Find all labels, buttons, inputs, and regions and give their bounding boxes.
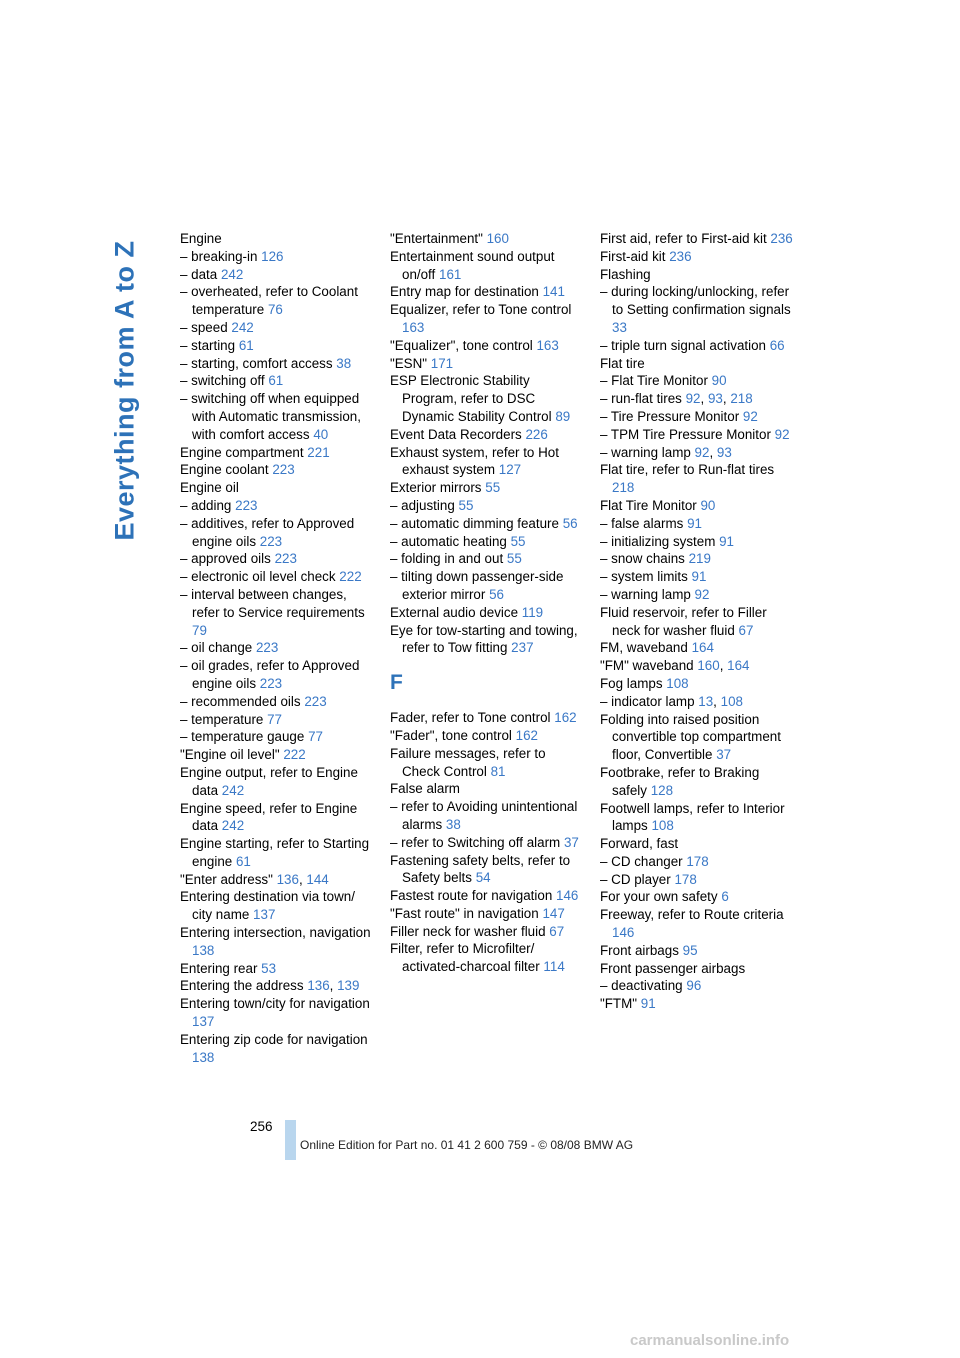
- index-entry: [180, 497, 375, 515]
- index-entry-text: – data: [180, 266, 218, 282]
- page-number: 256: [250, 1119, 273, 1134]
- index-column-1: [180, 230, 375, 1066]
- index-entry: [600, 888, 795, 906]
- index-entry-text: – switching off: [180, 373, 265, 389]
- index-entry: [390, 230, 585, 248]
- index-entry-text: – TPM Tire Pressure Monitor: [600, 426, 771, 442]
- index-entry: [180, 390, 375, 443]
- index-entry-text: Engine output, refer to Engine data: [180, 764, 358, 798]
- page-reference-link[interactable]: 89: [555, 408, 571, 424]
- index-entry-text: Equalizer, refer to Tone control: [390, 302, 572, 318]
- page-reference-link[interactable]: 56: [489, 586, 504, 602]
- page-reference-link[interactable]: 61: [235, 853, 251, 869]
- page-reference-link[interactable]: 164: [691, 640, 714, 656]
- index-entry: [390, 568, 585, 604]
- index-entry: – warning lamp 92, 93: [600, 444, 732, 460]
- page-reference-link[interactable]: 37: [716, 747, 732, 763]
- index-entry-text: – snow chains: [600, 551, 685, 567]
- index-entry: [390, 444, 585, 480]
- page-reference-link[interactable]: 77: [308, 729, 323, 745]
- index-entry: [180, 924, 375, 960]
- index-entry: [180, 568, 375, 586]
- index-entry: [390, 780, 585, 798]
- index-entry-text: Flat tire: [600, 355, 645, 371]
- page-reference-link[interactable]: 146: [612, 925, 635, 941]
- index-entry: [180, 230, 375, 248]
- page-reference-link[interactable]: 242: [231, 319, 254, 335]
- index-entry-text: Engine speed, refer to Engine data: [180, 800, 358, 834]
- index-entry-text: Footbrake, refer to Braking safely: [600, 764, 760, 798]
- index-entry-text: – refer to Switching off alarm: [390, 834, 561, 850]
- page-reference-link[interactable]: 162: [515, 727, 538, 743]
- page-reference-link[interactable]: 221: [307, 444, 330, 460]
- index-entry: [390, 709, 585, 727]
- index-entry: [390, 550, 585, 568]
- index-entry-text: – folding in and out: [390, 551, 504, 567]
- index-entry: [390, 283, 585, 301]
- page-reference-link[interactable]: 163: [536, 337, 559, 353]
- index-entry-text: Freeway, refer to Route criteria: [600, 907, 784, 923]
- index-entry: [390, 533, 585, 551]
- index-entry-text: Filter, refer to Microfilter/ activated-charcoal filter: [390, 941, 540, 975]
- index-entry: [180, 444, 375, 462]
- page-reference-link[interactable]: 79: [192, 622, 207, 638]
- index-entry-text: – warning lamp: [600, 444, 691, 460]
- page-reference-link[interactable]: 114: [543, 959, 565, 975]
- index-entry-text: Exhaust system, refer to Hot exhaust system: [390, 444, 559, 478]
- index-entry-text: Entering the address: [180, 978, 304, 994]
- page-reference-link[interactable]: 93: [707, 391, 723, 407]
- index-entry-text: – tilting down passenger-side exterior mirror: [390, 569, 564, 602]
- index-entry-text: Entertainment sound output on/off: [390, 248, 555, 282]
- index-entry-text: – Flat Tire Monitor: [600, 373, 708, 389]
- page-reference-link[interactable]: 13: [698, 693, 714, 709]
- page-reference-link[interactable]: 236: [770, 231, 793, 246]
- page-reference-link[interactable]: 223: [304, 693, 327, 709]
- index-entry-text: Flat tire, refer to Run-flat tires: [600, 462, 775, 478]
- page-reference-link[interactable]: 61: [238, 337, 254, 353]
- index-entry-text: First aid, refer to First-aid kit: [600, 231, 767, 246]
- page-reference-link[interactable]: 119: [521, 604, 544, 620]
- index-entry-text: – interval between changes, refer to Service requirements: [180, 586, 365, 620]
- index-entry: [180, 746, 375, 764]
- index-entry: [390, 622, 585, 658]
- page-reference-link[interactable]: 38: [336, 355, 352, 371]
- page-reference-link[interactable]: 218: [730, 391, 753, 407]
- page-reference-link[interactable]: 55: [510, 533, 526, 549]
- index-entry-text: – breaking-in: [180, 248, 258, 264]
- page-reference-link[interactable]: 219: [688, 551, 711, 567]
- page-reference-link[interactable]: 163: [402, 319, 425, 335]
- page-reference-link[interactable]: 171: [430, 355, 454, 371]
- page-reference-link[interactable]: 92: [694, 444, 710, 460]
- index-entry: [600, 337, 795, 355]
- index-entry-text: – CD changer: [600, 853, 683, 869]
- index-entry: [600, 568, 795, 586]
- index-entry-text: Entering intersection, navigation: [180, 925, 371, 941]
- index-entry-text: – adding: [180, 497, 232, 513]
- index-entry-text: Engine starting, refer to Starting engine: [180, 836, 370, 869]
- index-entry: [600, 853, 795, 871]
- index-entry-text: Fastening safety belts, refer to Safety belts: [390, 852, 571, 886]
- index-entry: [600, 372, 795, 390]
- index-entry: [180, 764, 375, 800]
- page-reference-link[interactable]: 90: [711, 373, 727, 389]
- index-entry-text: – automatic heating: [390, 533, 507, 549]
- page-reference-link[interactable]: 236: [669, 248, 692, 264]
- index-entry: – indicator lamp 13, 108: [600, 693, 743, 709]
- index-entry-text: – switching off when equipped with Automatic transmission, with comfort access: [180, 391, 361, 442]
- index-entry-text: Front passenger airbags: [600, 960, 746, 976]
- index-entry: [600, 550, 795, 568]
- index-entry: [180, 479, 375, 497]
- index-entry: [390, 887, 585, 905]
- index-entry-text: Flat Tire Monitor: [600, 497, 697, 513]
- page-reference-link[interactable]: 242: [220, 266, 244, 282]
- index-entry-text: "Equalizer", tone control: [390, 337, 533, 353]
- index-entry-text: Engine: [180, 231, 222, 246]
- index-entry-text: – deactivating: [600, 978, 683, 994]
- index-entry-text: – recommended oils: [180, 693, 301, 709]
- index-entry: [180, 800, 375, 836]
- index-entry-text: Event Data Recorders: [390, 426, 522, 442]
- index-entry-text: – triple turn signal activation: [600, 337, 766, 353]
- index-entry-text: – run-flat tires: [600, 391, 682, 407]
- index-entry: [180, 657, 375, 693]
- page-reference-link[interactable]: 137: [253, 907, 276, 923]
- footer-edition-note: Online Edition for Part no. 01 41 2 600 759 - © 08/08 BMW AG: [300, 1138, 634, 1152]
- page-reference-link[interactable]: 137: [192, 1014, 215, 1030]
- index-entry: [180, 248, 375, 266]
- page-reference-link[interactable]: 147: [542, 905, 565, 921]
- index-entry-text: Filler neck for washer fluid: [390, 923, 546, 939]
- page-reference-link[interactable]: 67: [738, 622, 754, 638]
- index-entry-text: – refer to Avoiding unintentional alarms: [390, 799, 578, 832]
- index-entry-text: Flashing: [600, 266, 651, 282]
- index-entry-text: External audio device: [390, 604, 519, 620]
- index-entry: – run-flat tires 92, 93, 218: [600, 391, 753, 407]
- index-entry-text: Entering destination via town/ city name: [180, 889, 355, 923]
- index-entry-text: – starting: [180, 337, 236, 353]
- index-entry: [600, 426, 795, 444]
- index-entry-text: False alarm: [390, 781, 460, 797]
- index-entry: [600, 604, 795, 640]
- index-entry: [600, 461, 795, 497]
- page-reference-link[interactable]: 92: [685, 391, 701, 407]
- page-reference-link[interactable]: 81: [490, 763, 506, 779]
- page-reference-link[interactable]: 223: [272, 462, 295, 478]
- index-entry-text: Folding into raised position convertible top compartment floor, Convertible: [600, 711, 781, 763]
- index-entry-text: – oil change: [180, 640, 253, 656]
- index-entry: Entering the address 136, 139: [180, 978, 360, 994]
- page-reference-link[interactable]: 126: [261, 248, 284, 264]
- index-entry-text: – approved oils: [180, 551, 271, 567]
- page-reference-link[interactable]: 222: [339, 569, 362, 585]
- page-reference-link[interactable]: 160: [697, 658, 720, 674]
- index-entry: [390, 497, 585, 515]
- index-entry-text: – electronic oil level check: [180, 569, 336, 585]
- page-reference-link[interactable]: 138: [192, 942, 215, 958]
- footer-accent-bar: [285, 1120, 296, 1160]
- index-entry-text: "Engine oil level": [180, 747, 280, 763]
- index-entry: [390, 727, 585, 745]
- index-entry: [180, 266, 375, 284]
- page-reference-link[interactable]: 38: [445, 816, 461, 832]
- page-reference-link[interactable]: 66: [769, 337, 785, 353]
- page-reference-link[interactable]: 55: [485, 480, 501, 496]
- page-reference-link[interactable]: 56: [562, 515, 578, 531]
- page-reference-link[interactable]: 178: [674, 871, 697, 887]
- page-reference-link[interactable]: 139: [337, 978, 360, 994]
- index-entry-text: Exterior mirrors: [390, 480, 482, 496]
- index-entry: [600, 283, 795, 336]
- index-entry: [390, 923, 585, 941]
- index-entry: [600, 408, 795, 426]
- index-entry: [600, 355, 795, 373]
- index-entry: [390, 905, 585, 923]
- index-column-2: [390, 230, 585, 976]
- page-reference-link[interactable]: 53: [261, 960, 277, 976]
- index-entry: [180, 586, 375, 639]
- page-reference-link[interactable]: 161: [439, 266, 462, 282]
- page-reference-link[interactable]: 222: [283, 747, 306, 763]
- index-entry: [600, 906, 795, 942]
- index-entry-text: – during locking/unlocking, refer to Setting confirmation signals: [600, 284, 791, 318]
- index-entry-text: – automatic dimming feature: [390, 515, 559, 531]
- index-entry: [180, 693, 375, 711]
- index-entry-text: ESP Electronic Stability Program, refer to DSC Dynamic Stability Control: [390, 373, 552, 424]
- index-entry: [600, 711, 795, 764]
- page-reference-link[interactable]: 93: [716, 444, 732, 460]
- page-reference-link[interactable]: 138: [192, 1049, 215, 1065]
- page-reference-link[interactable]: 91: [691, 569, 707, 585]
- index-entry: [180, 1031, 375, 1067]
- page-reference-link[interactable]: 92: [694, 586, 710, 602]
- index-entry: [600, 675, 795, 693]
- index-entry: [390, 355, 585, 373]
- page-reference-link[interactable]: 160: [486, 231, 509, 246]
- page-reference-link[interactable]: 91: [687, 515, 702, 531]
- index-entry: [600, 960, 795, 978]
- page-reference-link[interactable]: 76: [267, 302, 283, 318]
- index-entry: [390, 852, 585, 888]
- index-entry-text: First-aid kit: [600, 248, 666, 264]
- index-entry-text: "Enter address": [180, 871, 273, 887]
- index-entry-text: Fastest route for navigation: [390, 888, 553, 904]
- page-reference-link[interactable]: 178: [686, 853, 709, 869]
- index-entry-text: "ESN": [390, 355, 428, 371]
- index-entry: [600, 942, 795, 960]
- index-entry-text: – initializing system: [600, 533, 716, 549]
- index-entry: [180, 550, 375, 568]
- page-reference-link[interactable]: 95: [682, 942, 698, 958]
- page-reference-link[interactable]: 218: [612, 480, 635, 496]
- index-entry-text: – Tire Pressure Monitor: [600, 408, 740, 424]
- index-entry-text: – CD player: [600, 871, 671, 887]
- index-entry-text: "FM" waveband: [600, 658, 694, 674]
- index-entry-text: Entering rear: [180, 960, 258, 976]
- index-entry-text: – indicator lamp: [600, 693, 695, 709]
- index-entry-text: Failure messages, refer to Check Control: [390, 745, 546, 779]
- page-reference-link[interactable]: 237: [511, 640, 534, 656]
- index-entry: "Enter address" 136, 144: [180, 871, 329, 887]
- index-entry: [600, 248, 795, 266]
- index-entry: [180, 461, 375, 479]
- page-reference-link[interactable]: 242: [221, 782, 245, 798]
- index-entry-text: Footwell lamps, refer to Interior lamps: [600, 800, 785, 834]
- index-entry-text: – starting, comfort access: [180, 355, 333, 371]
- index-entry-text: Fog lamps: [600, 675, 663, 691]
- index-entry: [390, 940, 585, 976]
- index-entry: [390, 426, 585, 444]
- index-entry: [600, 977, 795, 995]
- index-entry: [390, 372, 585, 425]
- index-entry-text: – additives, refer to Approved engine oils: [180, 515, 355, 549]
- page-reference-link[interactable]: 128: [650, 782, 674, 798]
- index-entry-text: Eye for tow-starting and towing, refer to Tow fitting: [390, 622, 578, 656]
- index-entry-text: Engine coolant: [180, 462, 269, 478]
- index-entry-text: "FTM": [600, 996, 638, 1012]
- section-letter-heading: F: [390, 671, 403, 695]
- page-reference-link[interactable]: 108: [666, 675, 689, 691]
- page-reference-link[interactable]: 37: [563, 834, 579, 850]
- index-entry-text: Entering zip code for navigation: [180, 1031, 368, 1047]
- index-entry: [390, 798, 585, 834]
- index-entry: [390, 337, 585, 355]
- index-entry-text: – overheated, refer to Coolant temperature: [180, 284, 358, 318]
- index-entry: [600, 497, 795, 515]
- page-reference-link[interactable]: 223: [259, 675, 283, 691]
- page-reference-link[interactable]: 77: [267, 711, 283, 727]
- index-entry-text: For your own safety: [600, 889, 718, 905]
- page-reference-link[interactable]: 91: [719, 533, 734, 549]
- index-entry: [600, 764, 795, 800]
- index-entry: [390, 604, 585, 622]
- watermark: carmanualsonline.info: [630, 1332, 790, 1349]
- index-entry: [600, 835, 795, 853]
- index-entry-text: "Fader", tone control: [390, 727, 512, 743]
- page-reference-link[interactable]: 223: [274, 551, 297, 567]
- page-reference-link[interactable]: 90: [700, 497, 716, 513]
- index-entry-text: "Fast route" in navigation: [390, 905, 539, 921]
- side-section-title: [95, 230, 155, 550]
- page-reference-link[interactable]: 144: [306, 871, 329, 887]
- index-entry: [600, 995, 795, 1013]
- page-reference-link[interactable]: 91: [640, 996, 656, 1012]
- page-reference-link[interactable]: 55: [506, 551, 522, 567]
- index-entry: [180, 835, 375, 871]
- side-section-title-text: Everything from A to Z: [109, 239, 140, 541]
- index-entry-text: Entering town/city for navigation: [180, 996, 370, 1012]
- index-entry: [600, 586, 795, 604]
- index-entry-text: "Entertainment": [390, 231, 483, 246]
- index-entry: [180, 515, 375, 551]
- index-entry: [390, 479, 585, 497]
- index-entry: [390, 834, 585, 852]
- page-reference-link[interactable]: 6: [721, 889, 729, 905]
- index-entry-text: Fluid reservoir, refer to Filler neck for washer fluid: [600, 604, 767, 638]
- index-entry: [180, 283, 375, 319]
- index-entry-text: – warning lamp: [600, 586, 691, 602]
- index-entry-text: Fader, refer to Tone control: [390, 710, 551, 726]
- index-entry: [390, 515, 585, 533]
- index-entry-text: – false alarms: [600, 515, 684, 531]
- index-entry: [180, 372, 375, 390]
- page-reference-link[interactable]: 136: [276, 871, 299, 887]
- page-reference-link[interactable]: 108: [720, 693, 743, 709]
- page-reference-link[interactable]: 96: [686, 978, 702, 994]
- index-entry: [180, 995, 375, 1031]
- index-column-3: [600, 230, 795, 1013]
- page-reference-link[interactable]: 67: [549, 923, 565, 939]
- index-entry: [600, 533, 795, 551]
- index-entry-text: Engine oil: [180, 480, 239, 496]
- page-reference-link[interactable]: 164: [727, 658, 750, 674]
- index-entry: [180, 888, 375, 924]
- index-entry: [180, 728, 375, 746]
- index-entry: [600, 515, 795, 533]
- index-entry: [180, 711, 375, 729]
- index-entry: "FM" waveband 160, 164: [600, 658, 750, 674]
- page-reference-link[interactable]: 92: [774, 426, 790, 442]
- index-entry-text: Forward, fast: [600, 836, 679, 852]
- page-reference-link[interactable]: 141: [542, 284, 565, 300]
- index-entry: [390, 301, 585, 337]
- index-entry: [600, 800, 795, 836]
- index-entry-text: Entry map for destination: [390, 284, 539, 300]
- index-entry-text: Front airbags: [600, 942, 679, 958]
- index-entry-text: FM, waveband: [600, 640, 688, 656]
- page-reference-link[interactable]: 146: [556, 888, 579, 904]
- page-reference-link[interactable]: 162: [554, 710, 577, 726]
- index-entry-text: – system limits: [600, 569, 688, 585]
- page-reference-link[interactable]: 223: [235, 497, 258, 513]
- index-entry: [600, 639, 795, 657]
- index-entry-text: – adjusting: [390, 497, 455, 513]
- index-entry: [600, 266, 795, 284]
- index-entry-text: – oil grades, refer to Approved engine oils: [180, 658, 360, 691]
- index-entry-text: Engine compartment: [180, 444, 304, 460]
- index-entry: [180, 355, 375, 373]
- page-reference-link[interactable]: 127: [498, 462, 522, 478]
- index-entry: [180, 639, 375, 657]
- index-entry-text: – speed: [180, 319, 228, 335]
- page-reference-link[interactable]: 61: [268, 373, 284, 389]
- page-reference-link[interactable]: 40: [313, 426, 329, 442]
- page-reference-link[interactable]: 33: [612, 319, 627, 335]
- page-reference-link[interactable]: 223: [255, 640, 279, 656]
- index-entry-text: – temperature gauge: [180, 729, 305, 745]
- page-reference-link[interactable]: 108: [651, 818, 674, 834]
- index-entry: [180, 960, 375, 978]
- index-entry: [390, 248, 585, 284]
- page-reference-link[interactable]: 242: [221, 818, 245, 834]
- index-entry: [600, 871, 795, 889]
- page-reference-link[interactable]: 226: [525, 426, 548, 442]
- page-reference-link[interactable]: 223: [259, 533, 283, 549]
- page-reference-link[interactable]: 54: [475, 870, 491, 886]
- index-entry: [600, 230, 795, 248]
- index-entry: [180, 337, 375, 355]
- index-entry: [390, 745, 585, 781]
- page-reference-link[interactable]: 92: [742, 408, 758, 424]
- index-entry: [180, 319, 375, 337]
- page-reference-link[interactable]: 55: [458, 497, 474, 513]
- index-entry-text: – temperature: [180, 711, 264, 727]
- page-reference-link[interactable]: 136: [307, 978, 330, 994]
